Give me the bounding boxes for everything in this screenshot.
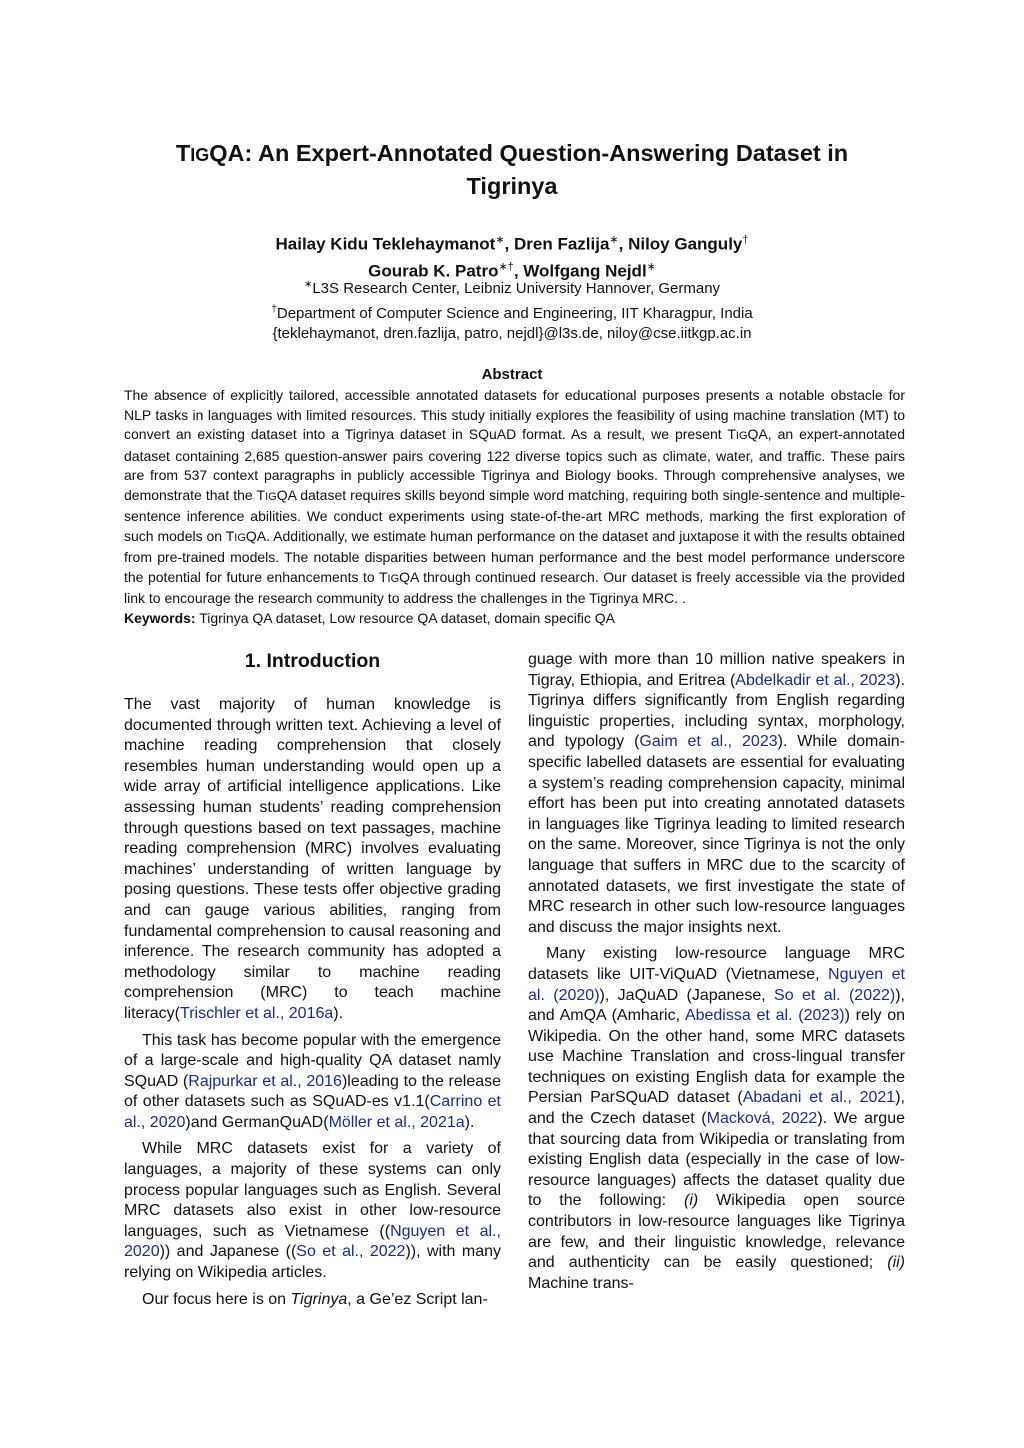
column-right — [528, 650, 905, 1300]
affiliation — [100, 300, 924, 325]
paragraph: The vast majority of human knowledge is documented through written text. Achieving a level of machine reading comprehension that closely resembles human understanding would open up a wide array of artificial intelligence applications. Like assessing human students’ reading comprehension through questions based on text passages, machine reading comprehension (MRC) involves evaluating machines’ understanding of written language by posing questions. These tests offer objective grading and can gauge various abilities, ranging from fundamental comprehension to causal reasoning and inference. The research community has adopted a methodology similar to machine reading comprehension (MRC) to teach machine literacy(Trischler et al., 2016a). — [124, 696, 501, 1022]
affiliation — [100, 275, 924, 300]
keywords-text: Tigrinya QA dataset, Low resource QA dataset, domain specific QA — [199, 609, 616, 626]
paragraph: While MRC datasets exist for a variety of languages, a majority of these systems can only process popular languages such as English. Several MRC datasets also exist in other low-resource languages, such as Vietnamese ((Nguyen et al., 2020)) and Japanese ((So et al., 2022)), with many relying on Wikipedia articles. — [124, 1140, 502, 1282]
citation-link[interactable]: Abedissa et al. (2023) — [684, 1007, 845, 1025]
affil-mark: ∗ — [609, 234, 619, 246]
author-name: Gourab K. Patro — [368, 261, 499, 281]
abstract-heading: Abstract — [481, 366, 543, 383]
author-emails: {teklehaymanot, dren.fazlija, patro, nejdl}@l3s.de, niloy@cse.iitkgp.ac.in — [272, 325, 752, 342]
citation-link[interactable]: Rajpurkar et al., 2016 — [188, 1072, 342, 1090]
keywords — [124, 609, 905, 629]
column-left — [124, 650, 501, 1316]
citation-link[interactable]: Trischler et al., 2016a — [180, 1004, 334, 1022]
affil-mark: ∗ — [495, 234, 505, 246]
title-line-2: Tigrinya — [466, 173, 558, 199]
author-line-2: Gourab K. Patro∗†, Wolfgang Nejdl∗ — [368, 260, 656, 281]
citation-link[interactable]: Macková, 2022 — [706, 1110, 818, 1128]
abstract-text: The absence of explicitly tailored, accessible annotated datasets for educational purposes presents a notable obstacle for NLP tasks in languages with limited resources. This study initially explores the feasibility of using machine translation (MT) to convert an existing dataset into a Tigrinya dataset in SQuAD format. As a result, we present TIGQA, an expert-annotated dataset containing 2,685 question-answer pairs covering 122 diverse topics such as climate, water, and traffic. These pairs are from 537 context paragraphs in publicly accessible Tigrinya and Biology books. Through comprehensive analyses, we demonstrate that the TIGQA dataset requires skills beyond simple word matching, requiring both single-sentence and multiple-sentence inference abilities. We conduct experiments using state-of-the-art MRC methods, marking the first exploration of such models on TIGQA. Additionally, we estimate human performance on the dataset and juxtapose it with the results obtained from pre-trained models. The notable disparities between human performance and the best model performance underscore the potential for future enhancements to TIGQA through continued research. Our dataset is freely accessible via the provided link to encourage the research community to address the challenges in the Tigrinya MRC. . — [124, 387, 906, 606]
affil-mark: † — [742, 234, 749, 246]
citation-link[interactable]: Möller et al., 2021a — [328, 1113, 465, 1131]
citation-link[interactable]: Abdelkadir et al., 2023 — [735, 671, 896, 689]
keywords-label: Keywords: — [124, 609, 196, 626]
citation-link[interactable]: Abadani et al., 2021 — [742, 1089, 896, 1107]
author-name: Wolfgang Nejdl — [523, 261, 647, 281]
title-line-1: TIGQA: An Expert-Annotated Question-Answering Dataset in — [175, 140, 849, 166]
citation-link[interactable]: So et al., 2022 — [296, 1243, 406, 1261]
author-name: Hailay Kidu Teklehaymanot — [275, 234, 496, 254]
affiliation-text: L3S Research Center, Leibniz University Hannover, Germany — [312, 280, 721, 297]
affiliation-text: Department of Computer Science and Engineering, IIT Kharagpur, India — [276, 304, 753, 322]
paragraph: Many existing low-resource language MRC datasets like UIT-ViQuAD (Vietnamese, Nguyen et al. (2020)), JaQuAD (Japanese, So et al. (2022)), and AmQA (Amharic, Abedissa et al. (2023)) rely on Wikipedia. On the other hand, some MRC datasets use Machine Translation and cross-lingual transfer techniques on existing English data for example the Persian ParSQuAD dataset (Abadani et al., 2021), and the Czech dataset (Macková, 2022). We argue that sourcing data from Wikipedia or translating from existing English data (especially in the case of low-resource languages) affects the dataset quality due to the following: (i) Wikipedia open source contributors in low-resource languages like Tigrinya are few, and their linguistic knowledge, relevance and authenticity can be easily questioned; (ii) Machine trans- — [528, 945, 906, 1292]
citation-link[interactable]: So et al. (2022) — [774, 986, 896, 1004]
citation-link[interactable]: Nguyen et al. (2020) — [528, 965, 905, 1004]
abstract-body — [124, 386, 905, 628]
author-name: Niloy Ganguly — [628, 234, 743, 254]
affil-mark: ∗ — [303, 279, 313, 290]
affil-mark: † — [271, 303, 277, 315]
paragraph: guage with more than 10 million native speakers in Tigray, Ethiopia, and Eritrea (Abdelkadir et al., 2023). Tigrinya differs significantly from English regarding linguistic properties, including syntax, morphology, and typology (Gaim et al., 2023). While domain-specific labelled datasets are essential for evaluating a system’s reading comprehension capacity, minimal effort has been put into creating annotated datasets in languages like Tigrinya leading to limited research on the same. Moreover, since Tigrinya is not the only language that suffers in MRC due to the scarcity of annotated datasets, we first investigate the state of MRC research in other such low-resource languages and discuss the major insights next. — [528, 651, 906, 936]
citation-link[interactable]: Gaim et al., 2023 — [639, 733, 778, 751]
author-line-1: Hailay Kidu Teklehaymanot∗, Dren Fazlija∗, Niloy Ganguly† — [275, 234, 749, 254]
citation-link[interactable]: Nguyen et al., 2020 — [124, 1222, 502, 1261]
paragraph: Our focus here is on Tigrinya, a Ge’ez Script lan- — [142, 1290, 488, 1308]
affil-mark: ∗ — [646, 260, 656, 273]
section-heading-introduction: 1. Introduction — [244, 650, 381, 672]
author-name: Dren Fazlija — [513, 234, 610, 254]
affil-mark: ∗† — [498, 260, 514, 273]
affiliations — [100, 275, 924, 345]
paragraph: This task has become popular with the emergence of a large-scale and high-quality QA dataset namly SQuAD (Rajpurkar et al., 2016)leading to the release of other datasets such as SQuAD-es v1.1(Carrino et al., 2020)and GermanQuAD(Möller et al., 2021a). — [124, 1031, 502, 1131]
citation-link[interactable]: Carrino et al., 2020 — [124, 1093, 502, 1131]
paper-title — [120, 138, 904, 202]
